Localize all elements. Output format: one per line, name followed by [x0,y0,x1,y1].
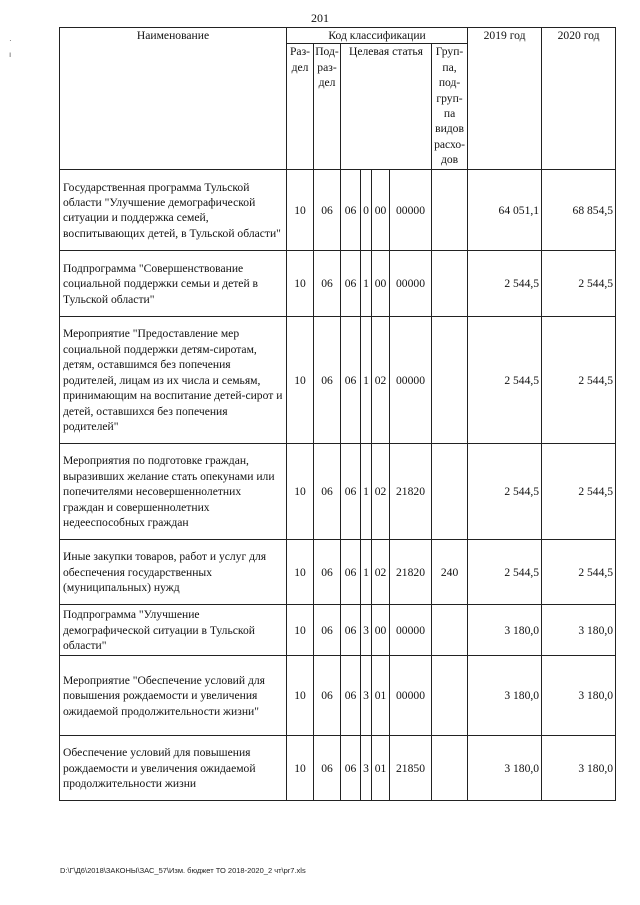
row-razdel: 10 [287,656,314,736]
row-podrazdel: 06 [314,736,341,801]
row-razdel: 10 [287,540,314,605]
row-target-2: 1 [361,540,372,605]
table-row [60,170,616,251]
row-target-3: 00 [372,251,390,317]
row-podrazdel: 06 [314,444,341,540]
row-target-4: 00000 [390,605,432,656]
row-target-4: 00000 [390,170,432,251]
row-target-4: 00000 [390,317,432,444]
row-target-4: 00000 [390,656,432,736]
row-group [432,605,468,656]
row-target-1: 06 [341,317,361,444]
row-target-4: 21850 [390,736,432,801]
row-razdel: 10 [287,736,314,801]
row-target-2: 1 [361,444,372,540]
row-name: Государственная программа Тульской области "Улучшение демографической ситуации и поддержка семей, воспитывающих детей, в Тульской области" [60,170,287,251]
row-name: Иные закупки товаров, работ и услуг для обеспечения государственных (муниципальных) нужд [60,540,287,605]
row-podrazdel: 06 [314,317,341,444]
row-2020: 3 180,0 [542,656,616,736]
table-row [60,540,616,605]
row-name: Подпрограмма "Улучшение демографической ситуации в Тульской области" [60,605,287,656]
row-target-3: 00 [372,605,390,656]
row-target-3: 02 [372,444,390,540]
row-name: Мероприятие "Предоставление мер социальной поддержки детям-сиротам, детям, оставшимся без попечения родителей, лицам из их числа и семьям, принимающим на воспитание детей-сирот и детей, оставшихся без попечения родителей" [60,317,287,444]
row-razdel: 10 [287,170,314,251]
row-2019: 3 180,0 [468,605,542,656]
margin-mark: ı [9,50,12,59]
row-razdel: 10 [287,251,314,317]
row-group [432,656,468,736]
header-razdel: Раз-дел [287,44,314,170]
row-target-3: 00 [372,170,390,251]
row-2020: 2 544,5 [542,444,616,540]
table-row [60,317,616,444]
table-row [60,605,616,656]
row-target-4: 00000 [390,251,432,317]
row-2019: 3 180,0 [468,656,542,736]
row-group [432,444,468,540]
header-group: Груп-па, под-груп-па видов расхо-дов [432,44,468,170]
header-podrazdel: Под-раз-дел [314,44,341,170]
row-target-1: 06 [341,444,361,540]
budget-table [59,27,616,801]
row-name: Мероприятие "Обеспечение условий для повышения рождаемости и увеличения ожидаемой продолжительности жизни" [60,656,287,736]
row-target-2: 3 [361,656,372,736]
row-target-2: 3 [361,605,372,656]
row-target-3: 02 [372,540,390,605]
row-target-2: 1 [361,317,372,444]
row-2020: 2 544,5 [542,317,616,444]
row-target-3: 01 [372,656,390,736]
header-name: Наименование [60,28,287,170]
row-target-1: 06 [341,656,361,736]
row-group: 240 [432,540,468,605]
row-2020: 2 544,5 [542,251,616,317]
row-group [432,317,468,444]
row-podrazdel: 06 [314,540,341,605]
row-target-3: 01 [372,736,390,801]
row-target-2: 3 [361,736,372,801]
row-podrazdel: 06 [314,605,341,656]
row-target-1: 06 [341,605,361,656]
row-2020: 3 180,0 [542,605,616,656]
page-number: 201 [311,11,329,25]
row-2019: 2 544,5 [468,317,542,444]
row-target-1: 06 [341,251,361,317]
row-target-1: 06 [341,540,361,605]
table-row [60,656,616,736]
file-path-footer: D:\Г\Д6\2018\ЗАКОНЫ\ЗАС_57\Изм. бюджет ТО 2018-2020_2 чт\pr7.xls [60,866,306,875]
header-code: Код классификации [287,28,468,44]
row-2019: 2 544,5 [468,540,542,605]
header-row [60,28,616,44]
row-razdel: 10 [287,605,314,656]
row-group [432,736,468,801]
row-target-2: 0 [361,170,372,251]
margin-mark: · [9,36,12,45]
header-target: Целевая статья [341,44,432,170]
header-2019: 2019 год [468,28,542,170]
row-2020: 3 180,0 [542,736,616,801]
row-target-2: 1 [361,251,372,317]
row-razdel: 10 [287,444,314,540]
table-row [60,251,616,317]
row-target-4: 21820 [390,444,432,540]
row-target-1: 06 [341,170,361,251]
row-2019: 64 051,1 [468,170,542,251]
row-target-4: 21820 [390,540,432,605]
row-group [432,170,468,251]
table-row [60,444,616,540]
row-podrazdel: 06 [314,251,341,317]
row-2019: 2 544,5 [468,444,542,540]
header-2020: 2020 год [542,28,616,170]
row-podrazdel: 06 [314,170,341,251]
row-2019: 3 180,0 [468,736,542,801]
row-name: Мероприятия по подготовке граждан, выразивших желание стать опекунами или попечителями несовершеннолетних граждан и совершеннолетних недееспособных граждан [60,444,287,540]
table-row [60,736,616,801]
row-razdel: 10 [287,317,314,444]
row-group [432,251,468,317]
row-podrazdel: 06 [314,656,341,736]
row-2020: 2 544,5 [542,540,616,605]
row-2020: 68 854,5 [542,170,616,251]
row-name: Обеспечение условий для повышения рождаемости и увеличения ожидаемой продолжительности жизни [60,736,287,801]
row-2019: 2 544,5 [468,251,542,317]
row-name: Подпрограмма "Совершенствование социальной поддержки семьи и детей в Тульской области" [60,251,287,317]
row-target-3: 02 [372,317,390,444]
row-target-1: 06 [341,736,361,801]
